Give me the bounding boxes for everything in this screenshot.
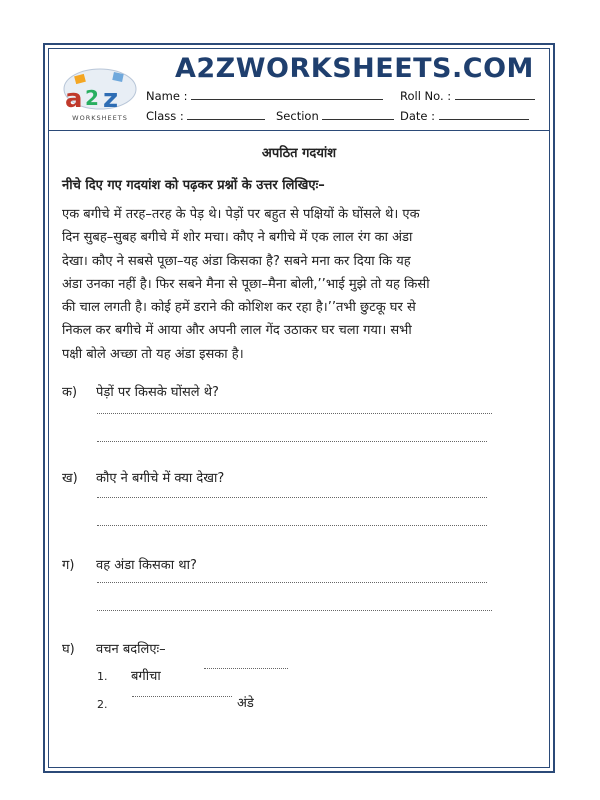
svg-text:2: 2 — [85, 86, 99, 110]
passage-line: देखा। कौए ने सबसे पूछा–यह अंडा किसका है? सबने मना कर दिया कि यह — [62, 253, 411, 269]
vachan-word: बगीचा — [131, 669, 161, 684]
section-label: Section — [276, 109, 319, 123]
roll-line[interactable] — [455, 89, 535, 100]
worksheet-title: अपठित गदयांश — [261, 146, 337, 161]
roll-label: Roll No. : — [400, 89, 452, 103]
site-name: A2ZWORKSHEETS.COM — [175, 53, 534, 84]
roll-field — [400, 89, 535, 103]
answer-line[interactable] — [97, 525, 487, 526]
a2z-logo — [61, 65, 139, 123]
date-line[interactable] — [439, 109, 529, 120]
section-line[interactable] — [322, 109, 394, 120]
vachan-answer-line[interactable] — [132, 696, 232, 697]
question-text: वह अंडा किसका था? — [96, 558, 197, 573]
class-line[interactable] — [187, 109, 265, 120]
question-ga — [62, 555, 197, 573]
passage — [62, 203, 552, 366]
date-label: Date : — [400, 109, 436, 123]
answer-line[interactable] — [97, 497, 487, 498]
question-kha — [62, 468, 224, 486]
question-ka — [62, 382, 219, 400]
vachan-answer-line[interactable] — [204, 668, 288, 669]
question-label: ख) — [62, 471, 78, 486]
passage-line: अंडा उनका नहीं है। फिर सबने मैना से पूछा–मैना बोली,’’भाई मुझे तो यह किसी — [62, 276, 430, 292]
name-label: Name : — [146, 89, 188, 103]
question-label: ग) — [62, 558, 75, 573]
answer-line[interactable] — [97, 413, 492, 414]
worksheet-border — [43, 43, 555, 773]
vachan-number: 1. — [97, 670, 108, 683]
svg-text:WORKSHEETS: WORKSHEETS — [72, 114, 128, 122]
svg-text:z: z — [103, 84, 119, 114]
svg-text:a: a — [65, 84, 83, 114]
passage-line: की चाल लगती है। कोई हमें डराने की कोशिश कर रहा है।’’तभी छुटकू घर से — [62, 300, 416, 316]
question-label: घ) — [62, 642, 75, 657]
section-field — [276, 109, 394, 123]
question-text: कौए ने बगीचे में क्या देखा? — [96, 471, 225, 486]
name-line[interactable] — [191, 89, 383, 100]
instruction-text: नीचे दिए गए गदयांश को पढ़कर प्रश्नों के उत्तर लिखिएः– — [62, 178, 325, 193]
answer-line[interactable] — [97, 610, 492, 611]
worksheet-header — [49, 49, 549, 131]
answer-line[interactable] — [97, 582, 487, 583]
worksheet-inner-border — [48, 48, 550, 768]
passage-line: निकल कर बगीचे में आया और अपनी लाल गेंद उठाकर घर चला गया। सभी — [62, 323, 412, 339]
class-label: Class : — [146, 109, 184, 123]
passage-line: एक बगीचे में तरह–तरह के पेड़ थे। पेड़ों पर बहुत से पक्षियों के घोंसले थे। एक — [62, 207, 420, 222]
date-field — [400, 109, 529, 123]
vachan-number: 2. — [97, 698, 108, 711]
question-text: पेड़ों पर किसके घोंसले थे? — [96, 385, 219, 400]
question-text: वचन बदलिएः– — [96, 642, 166, 657]
name-field — [146, 89, 383, 103]
vachan-word: अंडे — [237, 696, 254, 711]
class-field — [146, 109, 265, 123]
answer-line[interactable] — [97, 441, 487, 442]
question-gha — [62, 639, 166, 657]
question-label: क) — [62, 385, 78, 400]
passage-line: दिन सुबह–सुबह बगीचे में शोर मचा। कौए ने बगीचे में एक लाल रंग का अंडा — [62, 230, 413, 246]
passage-line: पक्षी बोले अच्छा तो यह अंडा इसका है। — [62, 346, 244, 362]
